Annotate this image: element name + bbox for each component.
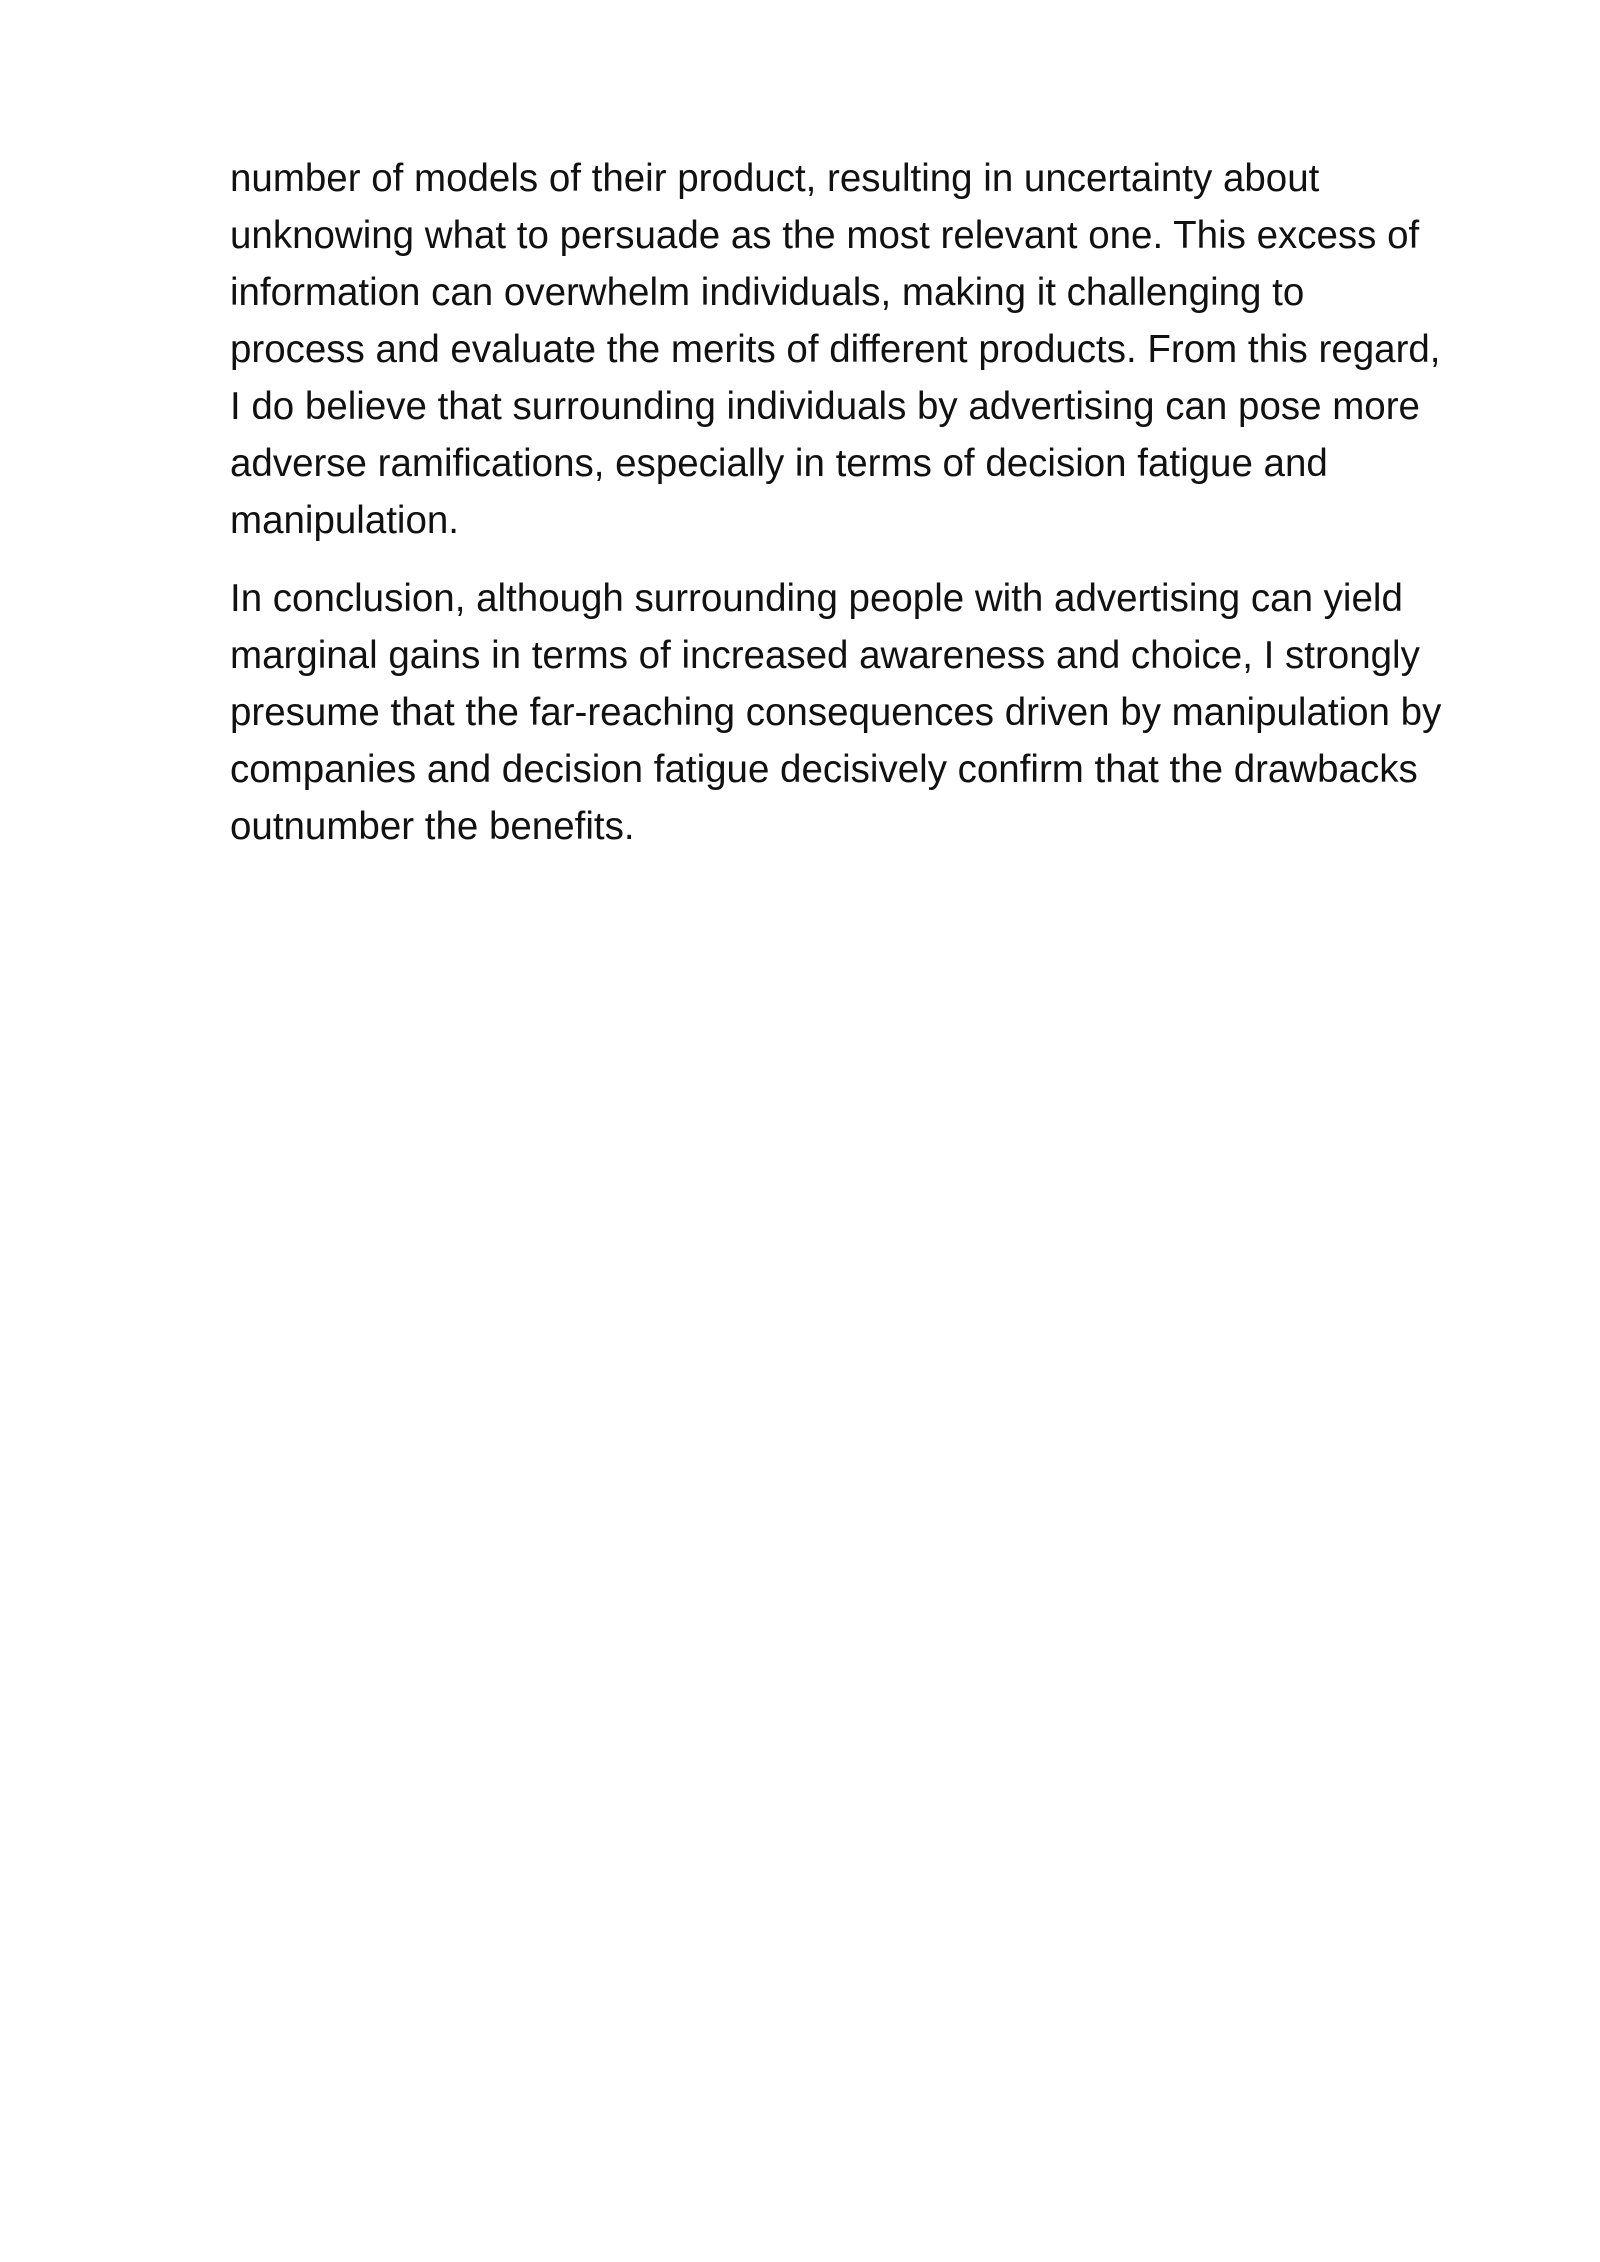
text-line: marginal gains in terms of increased awareness and choice, I strongly: [230, 634, 1420, 677]
text-line: unknowing what to persuade as the most relevant one. This excess of: [230, 214, 1420, 257]
text-line: process and evaluate the merits of different products. From this regard,: [230, 328, 1441, 371]
text-line: adverse ramifications, especially in terms of decision fatigue and: [230, 442, 1328, 485]
text-line: number of models of their product, resulting in uncertainty about: [230, 157, 1320, 200]
text-line: outnumber the benefits.: [230, 805, 635, 848]
text-line: manipulation.: [230, 499, 460, 542]
text-line: I do believe that surrounding individuals by advertising can pose more: [230, 385, 1420, 428]
paragraph-advertising-overload: [230, 150, 1530, 549]
text-line: In conclusion, although surrounding people with advertising can yield: [230, 577, 1403, 620]
text-line: presume that the far-reaching consequences driven by manipulation by: [230, 691, 1442, 734]
document-body: [230, 150, 1530, 855]
paragraph-conclusion: [230, 570, 1530, 855]
text-line: companies and decision fatigue decisively confirm that the drawbacks: [230, 748, 1418, 791]
text-line: information can overwhelm individuals, making it challenging to: [230, 271, 1305, 314]
